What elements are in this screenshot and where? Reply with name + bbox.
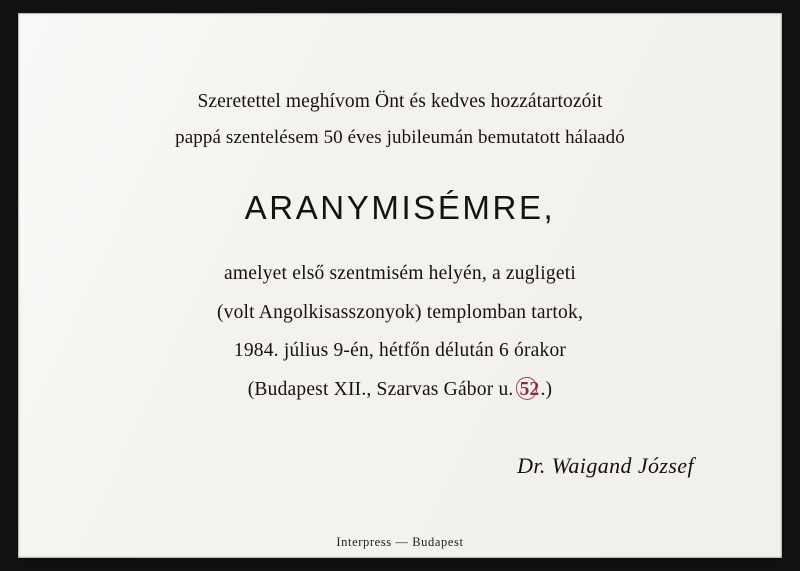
printer-imprint: Interpress — Budapest	[336, 535, 464, 550]
intro-line-2: pappá szentelésem 50 éves jubileumán bemutatott hálaadó	[175, 127, 625, 149]
venue-suffix: .)	[540, 378, 553, 400]
body-line-2: (volt Angolkisasszonyok) templomban tartok,	[216, 301, 584, 323]
venue-street-number-annotation: 52	[519, 378, 540, 400]
venue-address-line	[248, 379, 553, 400]
body-line-1: amelyet első szentmisém helyén, a zugligeti	[224, 263, 576, 285]
body-line-3: 1984. július 9-én, hétfőn délután 6 órakor	[233, 340, 567, 362]
invitation-card	[18, 13, 782, 558]
card-content	[18, 13, 782, 558]
signature-row	[18, 453, 782, 479]
imprint-row	[18, 535, 782, 550]
signature-name: Dr. Waigand József	[517, 453, 694, 479]
intro-line-1: Szeretettel meghívom Önt és kedves hozzátartozóit	[197, 91, 603, 112]
venue-prefix: (Budapest XII., Szarvas Gábor u.	[247, 378, 519, 400]
page-title: ARANYMISÉMRE,	[244, 189, 556, 227]
